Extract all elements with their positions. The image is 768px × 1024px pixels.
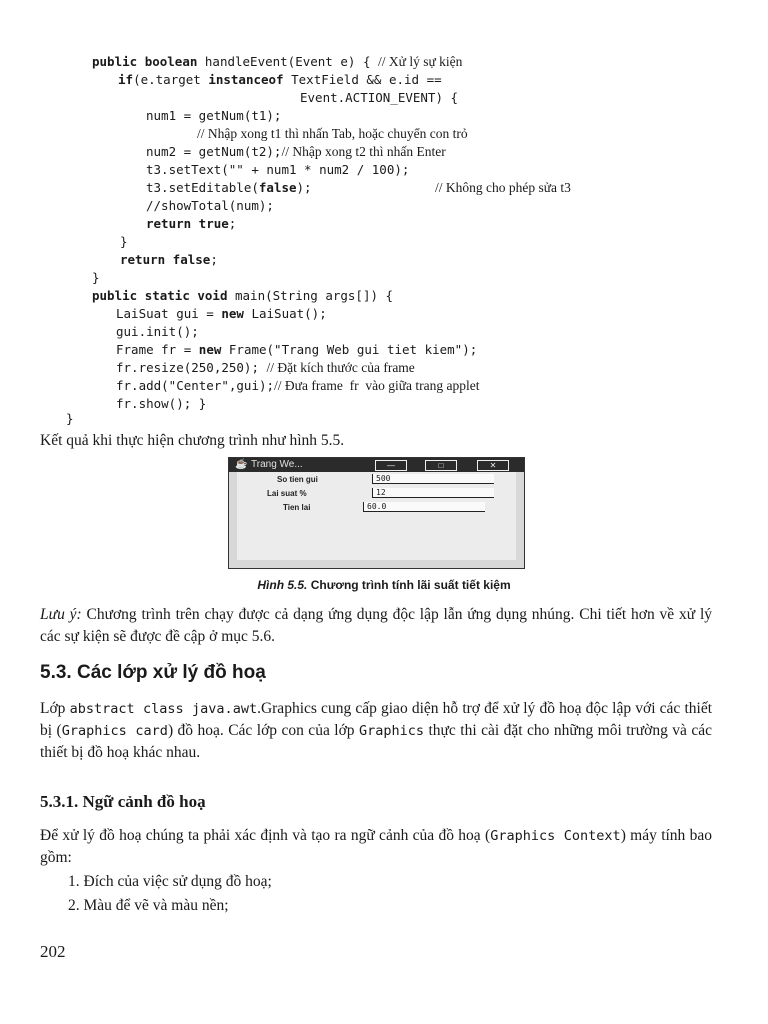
window-titlebar <box>229 458 524 472</box>
label-interest: Tien lai <box>283 503 311 512</box>
code-line-16: gui.init(); <box>116 324 199 339</box>
page-number: 202 <box>40 942 66 961</box>
figure-caption: Hình 5.5. Chương trình tính lãi suất tiết kiệm <box>257 578 511 592</box>
close-button[interactable]: ✕ <box>477 460 509 471</box>
code-line-8: t3.setEditable(false); <box>146 180 312 195</box>
code-line-1: public boolean handleEvent(Event e) { // Xử lý sự kiện <box>92 54 463 69</box>
code-line-3: Event.ACTION_EVENT) { <box>300 90 459 105</box>
minimize-button[interactable]: — <box>375 460 407 471</box>
code-line-18: fr.resize(250,250); // Đặt kích thước của frame <box>116 360 415 375</box>
list-item: 2. Màu để vẽ và màu nền; <box>68 897 229 914</box>
deposit-field[interactable]: 500 <box>372 474 494 484</box>
code-line-15: LaiSuat gui = new LaiSuat(); <box>116 306 327 321</box>
code-line-19: fr.add("Center",gui);// Đưa frame fr vào giữa trang applet <box>116 378 480 393</box>
note-paragraph: Lưu ý: Chương trình trên chạy được cả dạng ứng dụng độc lập lẫn ứng dụng nhúng. Chi tiết hơn về xử lý các sự kiện sẽ được đề cập ở mục 5.6. <box>40 606 712 645</box>
section-heading: 5.3. Các lớp xử lý đồ hoạ <box>40 662 266 683</box>
code-line-9: //showTotal(num); <box>146 198 274 213</box>
label-deposit: So tien gui <box>277 475 318 484</box>
interest-rate-field[interactable]: 12 <box>372 488 494 498</box>
window-title: Trang We... <box>251 459 303 470</box>
code-line-11: } <box>120 234 128 249</box>
list-item: 1. Đích của việc sử dụng đồ hoạ; <box>68 873 272 890</box>
code-line-20: fr.show(); } <box>116 396 207 411</box>
interest-field: 60.0 <box>363 502 485 512</box>
code-line-17: Frame fr = new Frame("Trang Web gui tiet kiem"); <box>116 342 478 357</box>
java-cup-icon: ☕ <box>235 459 248 470</box>
code-line-4: num1 = getNum(t1); <box>146 108 282 123</box>
subsection-heading: 5.3.1. Ngữ cảnh đồ hoạ <box>40 792 206 811</box>
code-line-7: t3.setText("" + num1 * num2 / 100); <box>146 162 410 177</box>
code-line-8-comment: // Không cho phép sửa t3 <box>435 180 571 195</box>
code-line-13: } <box>92 270 100 285</box>
section-paragraph: Lớp abstract class java.awt.Graphics cung cấp giao diện hỗ trợ để xử lý đồ hoạ độc lập với các thiết bị (Graphics card) đồ hoạ. Các lớp con của lớp Graphics thực thi cài đặt cho những môi trường và các thiết bị đồ hoạ khác nhau. <box>40 700 713 761</box>
result-text: Kết quả khi thực hiện chương trình như hình 5.5. <box>40 432 345 449</box>
code-line-6: num2 = getNum(t2);// Nhập xong t2 thì nhấn Enter <box>146 144 446 159</box>
label-interest-rate: Lai suat % <box>267 489 307 498</box>
code-line-21: } <box>66 411 74 426</box>
applet-content <box>237 472 516 560</box>
code-line-10: return true; <box>146 216 237 231</box>
code-line-2: if(e.target instanceof TextField && e.id == <box>118 72 442 87</box>
code-line-14: public static void main(String args[]) { <box>92 288 394 303</box>
applet-window <box>228 457 525 569</box>
subsection-paragraph: Để xử lý đồ hoạ chúng ta phải xác định và tạo ra ngữ cảnh của đồ hoạ (Graphics Context) máy tính bao gồm: <box>40 827 713 866</box>
code-line-12: return false; <box>120 252 218 267</box>
maximize-button[interactable]: □ <box>425 460 457 471</box>
code-line-5: // Nhập xong t1 thì nhấn Tab, hoặc chuyển con trỏ <box>197 126 468 141</box>
